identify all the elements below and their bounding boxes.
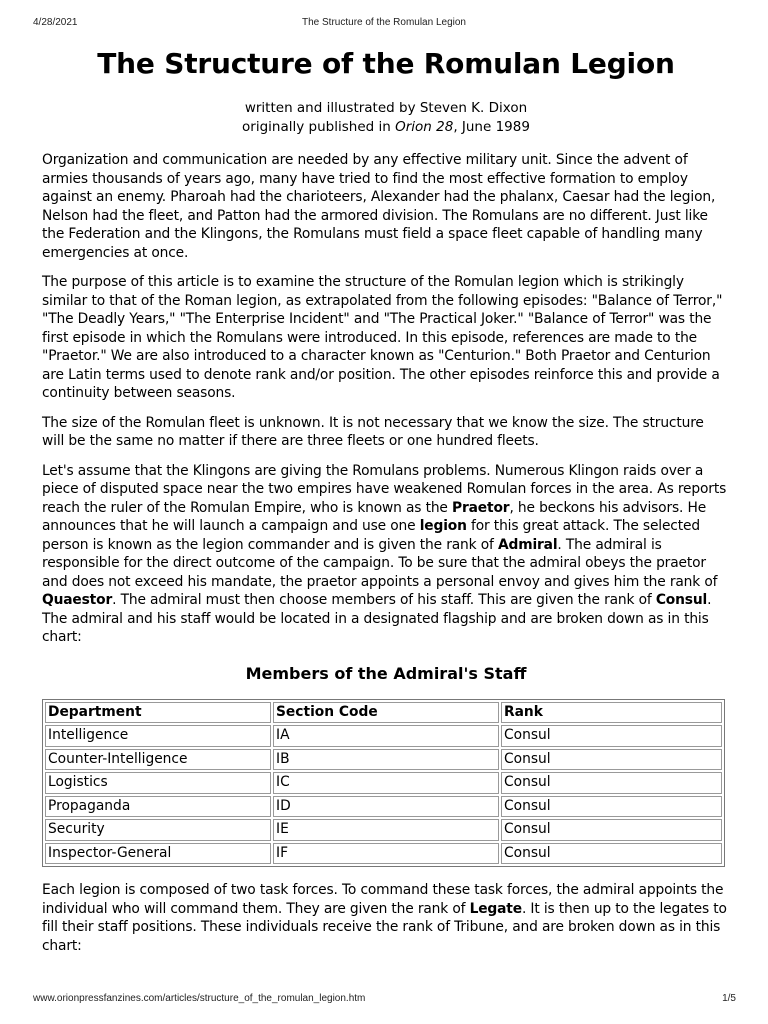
cell-rank: Consul bbox=[501, 772, 722, 794]
cell-rank: Consul bbox=[501, 749, 722, 771]
cell-rank: Consul bbox=[501, 796, 722, 818]
cell-department: Counter-Intelligence bbox=[45, 749, 271, 771]
cell-section-code: IF bbox=[273, 843, 499, 865]
byline bbox=[42, 99, 730, 137]
print-header bbox=[0, 17, 768, 31]
page-url: www.orionpressfanzines.com/articles/structure_of_the_romulan_legion.htm bbox=[33, 993, 366, 1004]
table-title: Members of the Admiral's Staff bbox=[245, 663, 527, 683]
print-date: 4/28/2021 bbox=[33, 17, 78, 28]
paragraph-purpose: The purpose of this article is to examine the structure of the Romulan legion which is strikingly similar to that of the Roman legion, as extrapolated from the following episodes: "Balance of Terror," "The Deadly Years," "The Enterprise Incident" and "The Practical Joker." "Balance of Terror" was the first episode in which the Romulans were introduced. In this episode, references are made to the "Praetor." We are also introduced to a character known as "Centurion." Both Praetor and Centurion are Latin terms used to denote rank and/or position. The other episodes reinforce this and provide a continuity between seasons. bbox=[42, 274, 723, 401]
cell-department: Inspector-General bbox=[45, 843, 271, 865]
print-page-title: The Structure of the Romulan Legion bbox=[302, 17, 466, 28]
print-footer bbox=[0, 993, 768, 1007]
cell-department: Security bbox=[45, 819, 271, 841]
article bbox=[42, 42, 730, 955]
table-header-row bbox=[45, 702, 722, 724]
paragraph-legion: Let's assume that the Klingons are giving the Romulans problems. Numerous Klingon raids over a piece of disputed space near the two empires have weakened Romulan forces in the area. As reports reach the ruler of the Romulan Empire, who is known as the Praetor, he beckons his advisors. He announces that he will launch a campaign and use one legion for this great attack. The selected person is known as the legion commander and is given the rank of Admiral. The admiral is responsible for the direct outcome of the campaign. To be sure that the admiral obeys the praetor and does not exceed his mandate, the praetor appoints a personal envoy and gives him the rank of Quaestor. The admiral must then choose members of his staff. This are given the rank of Consul. The admiral and his staff would be located in a designated flagship and are broken down as in this chart: bbox=[42, 462, 727, 645]
term-admiral: Admiral bbox=[497, 536, 558, 553]
column-header-rank: Rank bbox=[501, 702, 722, 724]
column-header-department: Department bbox=[45, 702, 271, 724]
magazine-name: Orion 28 bbox=[395, 119, 454, 135]
table-row bbox=[45, 796, 722, 818]
term-legion: legion bbox=[419, 518, 467, 534]
cell-department: Intelligence bbox=[45, 725, 271, 747]
table-row bbox=[45, 725, 722, 747]
cell-rank: Consul bbox=[501, 819, 722, 841]
article-title: The Structure of the Romulan Legion bbox=[97, 47, 675, 80]
cell-section-code: IB bbox=[273, 749, 499, 771]
cell-section-code: IE bbox=[273, 819, 499, 841]
column-header-section-code: Section Code bbox=[273, 702, 499, 724]
paragraph-task-forces: Each legion is composed of two task forces. To command these task forces, the admiral appoints the individual who will command them. They are given the rank of Legate. It is then up to the legates to fill their staff positions. These individuals receive the rank of Tribune, and are broken down as in this chart: bbox=[42, 882, 727, 954]
term-consul: Consul bbox=[655, 592, 708, 608]
page-number: 1/5 bbox=[722, 993, 736, 1004]
paragraph-intro: Organization and communication are needed by any effective military unit. Since the advent of armies thousands of years ago, many have tried to find the most effective formation to employ against an enemy. Pharoah had the charioteers, Alexander had the phalanx, Caesar had the legion, Nelson had the fleet, and Patton had the armored division. The Romulans are no different. Just like the Federation and the Klingons, the Romulans must field a space fleet capable of handling many emergencies at once. bbox=[42, 152, 716, 261]
cell-rank: Consul bbox=[501, 843, 722, 865]
cell-department: Propaganda bbox=[45, 796, 271, 818]
table-row bbox=[45, 843, 722, 865]
admiral-staff-table bbox=[42, 699, 725, 868]
cell-section-code: IA bbox=[273, 725, 499, 747]
paragraph-fleet-size: The size of the Romulan fleet is unknown. It is not necessary that we know the size. The structure will be the same no matter if there are three fleets or one hundred fleets. bbox=[42, 414, 704, 449]
byline-author: written and illustrated by Steven K. Dixon bbox=[244, 100, 528, 116]
cell-section-code: IC bbox=[273, 772, 499, 794]
term-quaestor: Quaestor bbox=[42, 592, 113, 608]
table-row bbox=[45, 819, 722, 841]
byline-publication: originally published in Orion 28, June 1989 bbox=[242, 119, 530, 135]
cell-section-code: ID bbox=[273, 796, 499, 818]
table-row bbox=[45, 749, 722, 771]
term-legate: Legate bbox=[469, 900, 522, 917]
cell-rank: Consul bbox=[501, 725, 722, 747]
table-row bbox=[45, 772, 722, 794]
cell-department: Logistics bbox=[45, 772, 271, 794]
term-praetor: Praetor bbox=[452, 499, 510, 516]
